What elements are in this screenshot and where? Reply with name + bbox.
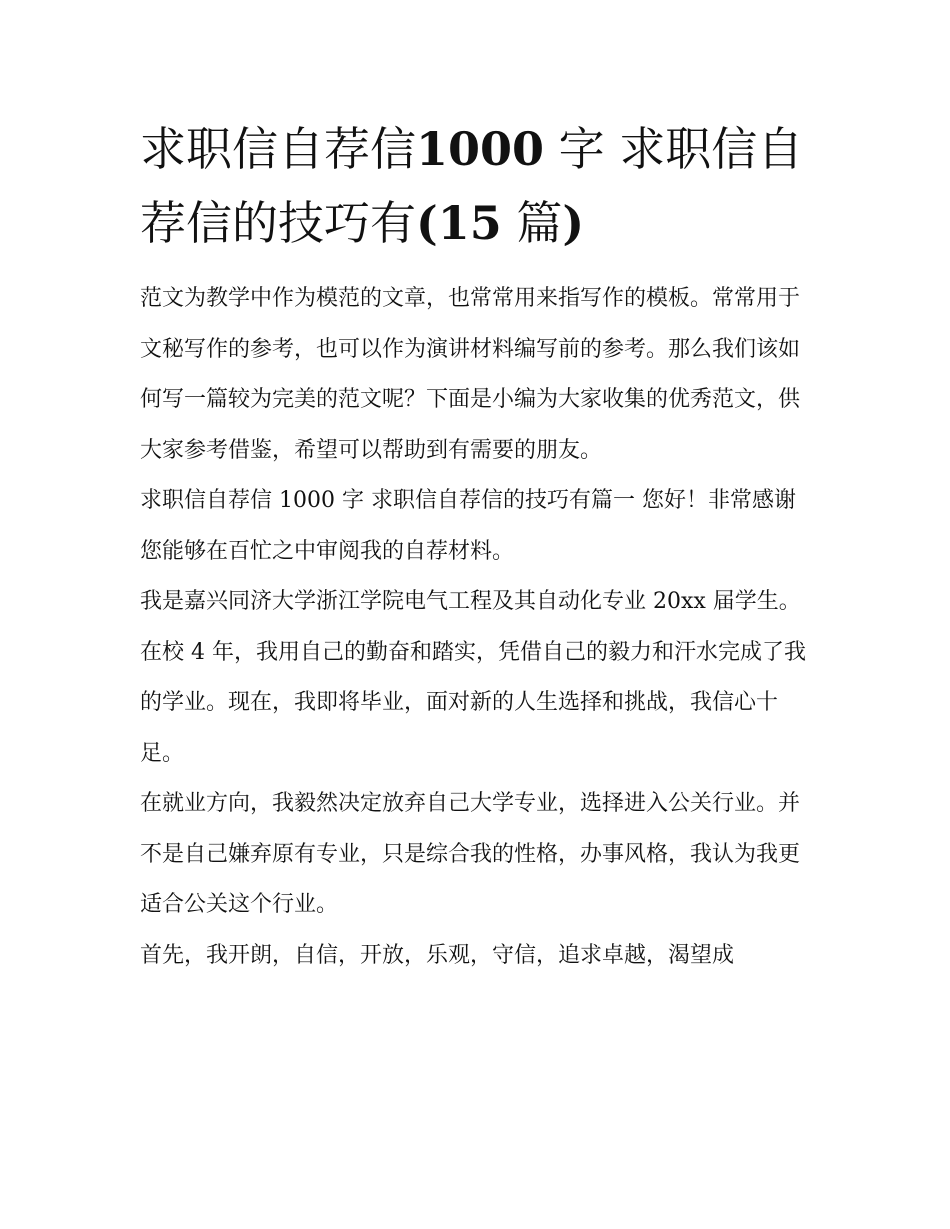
paragraph-career-choice: 在就业方向，我毅然决定放弃自己大学专业，选择进入公关行业。并不是自己嫌弃原有专业，只是综合我的性格，办事风格，我认为我更适合公关这个行业。 — [140, 791, 801, 917]
paragraph-personality: 首先，我开朗，自信，开放，乐观，守信，追求卓越，渴望成 — [140, 942, 735, 968]
title-number-2: (15 — [416, 196, 502, 250]
title-number-1: 1000 — [416, 122, 545, 176]
paragraph-intro: 范文为教学中作为模范的文章，也常常用来指写作的模板。常常用于文秘写作的参考，也可以作为演讲材料编写前的参考。那么我们该如何写一篇较为完美的范文呢？下面是小编为大家收集的优秀范文，供大家参考借鉴，希望可以帮助到有需要的朋友。 — [140, 286, 801, 463]
paragraph-studies: 在校 4 年，我用自己的勤奋和踏实，凭借自己的毅力和汗水完成了我的学业。现在，我即将毕业，面对新的人生选择和挑战，我信心十足。 — [140, 639, 806, 766]
paragraph-greeting: 求职信自荐信 1000 字 求职信自荐信的技巧有篇一 您好！非常感谢您能够在百忙之中审阅我的自荐材料。 — [140, 488, 796, 564]
paragraph-introduction: 我是嘉兴同济大学浙江学院电气工程及其自动化专业 20xx 届学生。 — [140, 589, 801, 614]
title-text-2: 字 求职信自荐信的技巧有 — [140, 122, 804, 250]
document-body — [140, 112, 812, 981]
document-title — [140, 112, 812, 260]
title-text-1: 求职信自荐信 — [140, 122, 416, 176]
title-text-3: 篇 — [501, 196, 563, 250]
title-number-3: ) — [562, 196, 585, 250]
